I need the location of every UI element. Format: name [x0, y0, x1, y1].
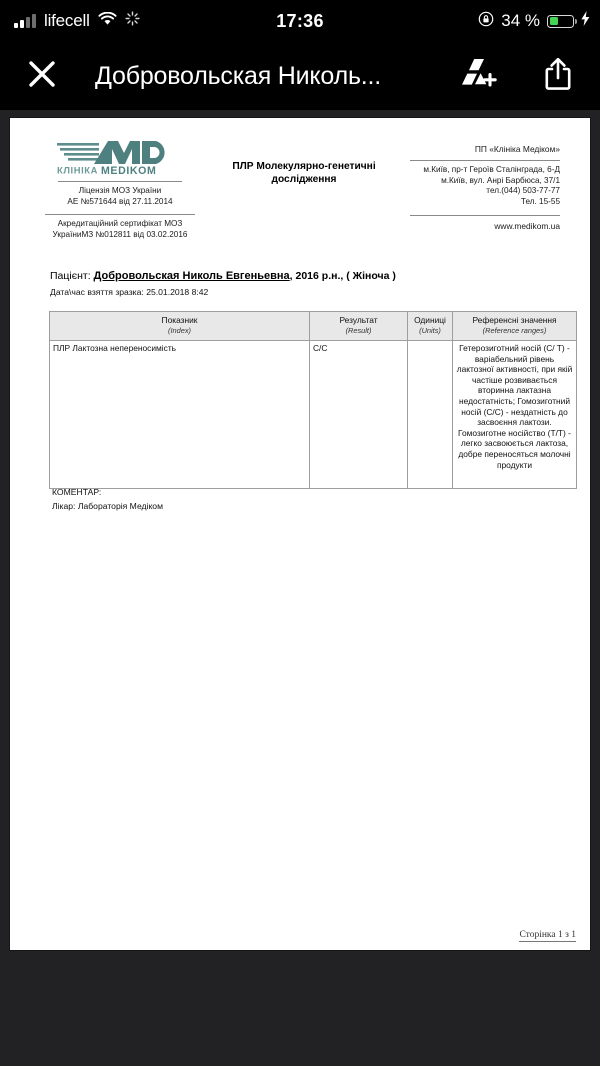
comment-label: КОМЕНТАР:: [52, 487, 102, 497]
clinic-contact-block: [398, 144, 560, 231]
report-heading: [206, 160, 402, 186]
accreditation-line-2: УкраїниМЗ №012811 від 03.02.2016: [52, 230, 188, 239]
address-divider-top: [410, 160, 560, 161]
document-viewer[interactable]: [0, 110, 600, 1066]
column-header-result: Результат (Result): [310, 312, 408, 341]
doctor-value: Лабораторія Медіком: [77, 501, 163, 511]
address-line-2: м.Київ, вул. Анрі Барбюса, 37/1: [441, 175, 560, 185]
status-bar: [0, 0, 600, 42]
accreditation-line-1: Акредитаційний сертифікат МОЗ: [57, 219, 183, 228]
letterhead: [10, 118, 590, 258]
cell-units: [408, 341, 453, 489]
sample-datetime-line: [50, 287, 208, 297]
accreditation-divider: [45, 214, 195, 215]
address-line-1: м.Київ, пр-т Героїв Сталінграда, 6-Д: [423, 165, 560, 174]
cell-reference: Гетерозиготний носій (C/ T) - варіабельний рівень лактозної активності, при якій частіше розвивається вторинна лактазна недостатність; Гомозиготний носій (C/C) - нездатність до засвоєння лактози. Гомозиготне носійство (T/T) - легко засвоюється лактоза, добре переносяться молочні продукти: [453, 341, 577, 489]
status-bar-right: [478, 0, 590, 42]
results-table: [49, 311, 577, 489]
page-footer: [519, 924, 576, 942]
cell-index: ПЛР Лактозна непереносимість: [50, 341, 310, 489]
clinic-website: www.medikom.ua: [494, 221, 560, 232]
clinic-legal-name: ПП «Клініка Медіком»: [474, 144, 560, 154]
page-title: Добровольская Николь...: [95, 61, 382, 90]
report-heading-line-2: дослідження: [271, 174, 337, 185]
document-page: [10, 118, 590, 950]
medikom-logo-icon: [56, 140, 184, 176]
close-icon: [27, 59, 57, 94]
license-line-2: АЕ №571644 від 27.11.2014: [67, 197, 173, 206]
patient-name: Добровольская Николь Евгеньевна: [93, 270, 290, 282]
column-header-reference: Референсні значення (Reference ranges): [453, 312, 577, 341]
license-line-1: Ліцензія МОЗ України: [78, 186, 162, 195]
battery-icon: [547, 15, 574, 28]
address-divider-bottom: [410, 215, 560, 216]
column-header-index: Показник (Index): [50, 312, 310, 341]
doctor-label: Лікар:: [52, 501, 76, 511]
clinic-logo-block: [40, 140, 200, 240]
table-header-row: [50, 312, 577, 341]
share-button[interactable]: [534, 42, 582, 110]
sample-value: 25.01.2018 8:42: [146, 287, 209, 297]
rotation-lock-icon: [478, 11, 494, 32]
patient-label: Пацієнт:: [50, 270, 91, 282]
cell-result: C/C: [310, 341, 408, 489]
page-number: Сторінка 1 з 1: [519, 930, 576, 940]
add-to-drive-icon: [458, 57, 498, 96]
battery-percent-label: 34 %: [501, 11, 540, 30]
close-button[interactable]: [18, 42, 66, 110]
patient-line: [50, 270, 396, 282]
column-header-units: Одиниці (Units): [408, 312, 453, 341]
status-bar-clock: 17:36: [276, 10, 324, 31]
phone-line-1: тел.(044) 503-77-77: [486, 186, 560, 196]
comment-block: [52, 485, 163, 513]
doctor-line: [52, 499, 163, 513]
phone-line-2: Тел. 15-55: [520, 196, 560, 206]
svg-text:КЛІНІКА: КЛІНІКА: [57, 164, 98, 176]
report-heading-line-1: ПЛР Молекулярно-генетичні: [232, 161, 376, 172]
carrier-label: lifecell: [44, 11, 90, 30]
charging-bolt-icon: [581, 11, 590, 31]
patient-details: , 2016 р.н., ( Жіноча ): [289, 270, 396, 282]
share-icon: [544, 57, 572, 96]
license-divider: [58, 181, 182, 182]
document-toolbar: [0, 42, 600, 110]
sample-label: Дата\час взяття зразка:: [50, 287, 144, 297]
table-row: [50, 341, 577, 489]
svg-text:MEDIKOM: MEDIKOM: [101, 164, 157, 176]
add-to-drive-button[interactable]: [452, 42, 504, 110]
